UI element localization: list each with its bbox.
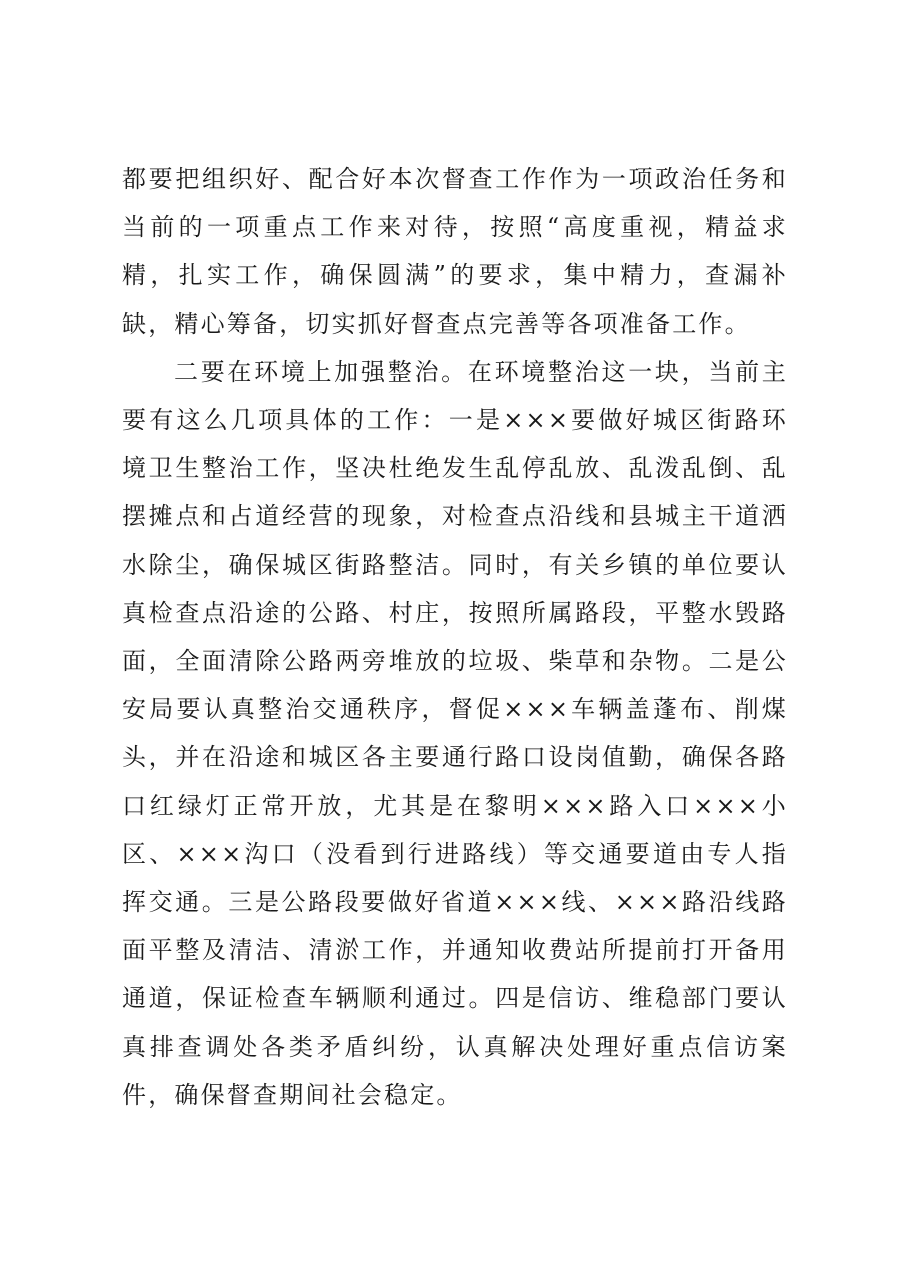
document-body (122, 155, 788, 1119)
paragraph-continuation: 都要把组织好、配合好本次督查工作作为一项政治任务和当前的一项重点工作来对待，按照“高度重视，精益求精，扎实工作，确保圆满”的要求，集中精力，查漏补缺，精心筹备，切实抓好督查点完善等各项准备工作。 (122, 165, 788, 338)
paragraph-environment-rectification: 二要在环境上加强整治。在环境整治这一块，当前主要有这么几项具体的工作：一是×××要做好城区街路环境卫生整治工作，坚决杜绝发生乱停乱放、乱泼乱倒、乱摆摊点和占道经营的现象，对检查点沿线和县城主干道洒水除尘，确保城区街路整洁。同时，有关乡镇的单位要认真检查点沿途的公路、村庄，按照所属路段，平整水毁路面，全面清除公路两旁堆放的垃圾、柴草和杂物。二是公安局要认真整治交通秩序，督促×××车辆盖蓬布、削煤头，并在沿途和城区各主要通行路口设岗值勤，确保各路口红绿灯正常开放，尤其是在黎明×××路入口×××小区、×××沟口（没看到行进路线）等交通要道由专人指挥交通。三是公路段要做好省道×××线、×××路沿线路面平整及清洁、清淤工作，并通知收费站所提前打开备用通道，保证检查车辆顺利通过。四是信访、维稳部门要认真排查调处各类矛盾纠纷，认真解决处理好重点信访案件，确保督查期间社会稳定。 (122, 357, 788, 1109)
